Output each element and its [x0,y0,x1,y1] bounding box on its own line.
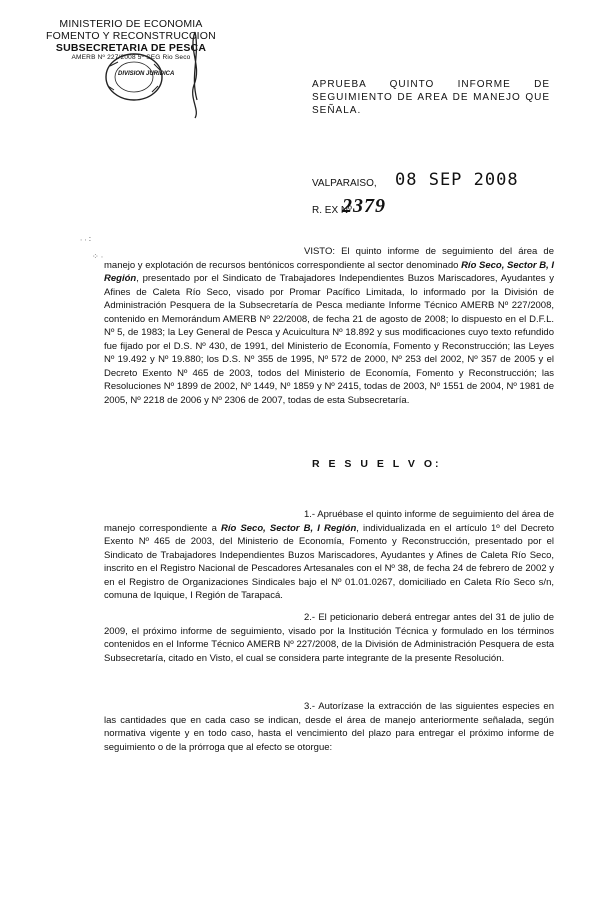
speckle-mark: ∙ ∙ ∶ [80,235,91,244]
resolution-item-3 [104,700,554,754]
resolution-number: 2379 [342,195,386,217]
visto-text-a: VISTO: El quinto informe de seguimiento del área de manejo y explotación de recursos bentónicos correspondiente al sector denominado [104,246,554,271]
resolution-item-2 [104,611,554,665]
date-stamp: 08 SEP 2008 [395,170,519,190]
place-label: VALPARAISO, [312,178,377,189]
signature-flourish-icon [180,30,210,120]
resolution-label: R. EX Nº [312,205,352,216]
visto-sector: Río Seco, Sector B, I Región [104,259,554,284]
resolution-item-1 [104,508,554,603]
letterhead-ministry: MINISTERIO DE ECONOMIA [59,18,203,30]
item1-text-a: 1.- Apruébase el quinto informe de seguimiento del área de manejo correspondiente a [104,509,554,534]
item1-sector: Río Seco, Sector B, I Región [221,522,357,534]
item3-text: 3.- Autorízase la extracción de las siguientes especies en las cantidades que en cada caso se indican, desde el área de manejo anteriormente señalada, según normativa vigente y en todo caso, hasta el vencimiento del plazo para entregar el próximo informe de seguimiento o de la prórroga que al efecto se otorgue: [104,701,554,753]
resuelvo-heading: R E S U E L V O: [312,458,442,470]
stamp-label: DIVISION JURIDICA [118,71,175,77]
visto-text-b: , presentado por el Sindicato de Trabajadores Independientes Buzos Mariscadores, Ayudantes y Afines de Caleta Río Seco, visado por Promar Pacífico Limitada, lo informado por la División de Administración Pesquera de la Subsecretaría de Pesca mediante Informe Técnico AMERB Nº 227/2008, contenido en Memorándum AMERB Nº 22/2008, de fecha 21 de agosto de 2008; lo dispuesto en el D.F.L. Nº 5, de 1983; la Ley General de Pesca y Acuicultura Nº 18.892 y sus modificaciones cuyo texto refundido fue fijado por el D.S. Nº 430, de 1991, del Ministerio de Economía, Fomento y Reconstrucción; las Leyes Nº 19.492 y Nº 19.880; los D.S. Nº 355 de 1995, Nº 572 de 2000, Nº 253 del 2002, Nº 357 de 2005 y el Decreto Exento Nº 465 de 2003, todos del Ministerio de Economía, Fomento y Reconstrucción; las Resoluciones Nº 1899 de 2002, Nº 1449, Nº 1859 y Nº 2415, todas de 2003, Nº 1551 de 2004, Nº 1981 de 2005, Nº 2218 de 2006 y Nº 2306 de 2007, todas de esta Subsecretaría. [104,273,554,406]
speckle-mark: ⁘ ∙ [92,252,104,261]
item1-text-b: , individualizada en el artículo 1º del Decreto Exento Nº 465 de 2003, del Ministerio de Economía, Fomento y Reconstrucción, presentado por el Sindicato de Trabajadores Independientes Buzos Mariscadores, Ayudantes y Afines de Caleta Río Seco, inscrito en el Registro Nacional de Pescadores Artesanales con el Nº 38, de fecha 24 de febrero de 2002 y en el Registro de Organizaciones Sindicales bajo el Nº 01.01.0267, domiciliado en Caleta Río Seco s/n, comuna de Iquique, I Región de Tarapacá. [104,522,554,601]
subject-line: APRUEBA QUINTO INFORME DE SEGUIMIENTO DE AREA DE MANEJO QUE SEÑALA. [312,79,550,116]
letterhead-reference: AMERB Nº 227/2008 5º SEG Rio Seco [71,54,191,61]
visto-paragraph [104,245,554,407]
letterhead-ministry-line2: FOMENTO Y RECONSTRUCCION [46,30,216,42]
letterhead-subsecretaria: SUBSECRETARIA DE PESCA [55,42,207,54]
item2-text: 2.- El peticionario deberá entregar antes del 31 de julio de 2009, el próximo informe de seguimiento, visado por la Institución Técnica y formulado en los términos contenidos en el Informe Técnico AMERB Nº 227/2008, de la División de Administración Pesquera de esta Subsecretaría, citado en Visto, el cual se considera parte integrante de la presente Resolución. [104,612,554,664]
